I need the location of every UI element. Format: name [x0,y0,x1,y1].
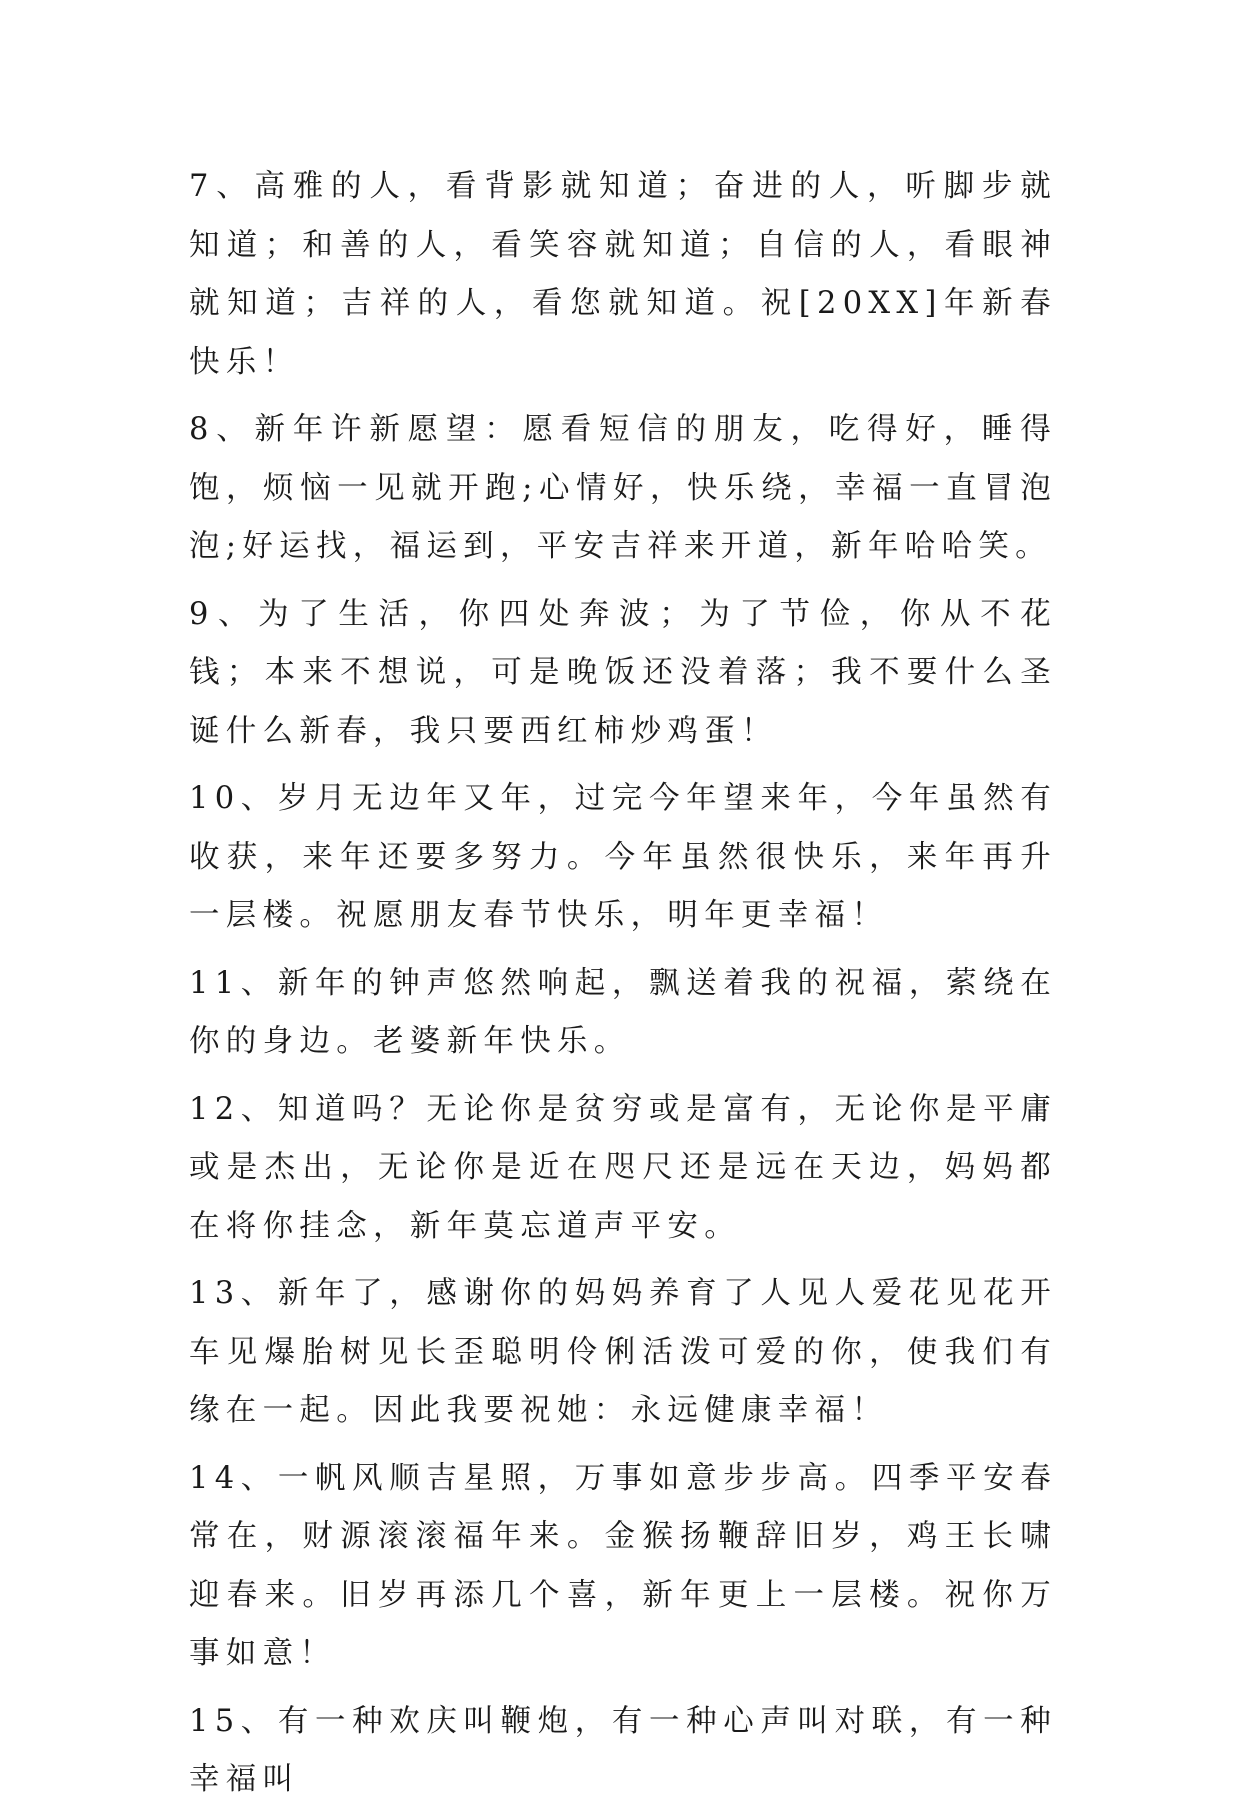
paragraph-11: 11、新年的钟声悠然响起，飘送着我的祝福，萦绕在你的身边。老婆新年快乐。 [189,965,1057,1059]
paragraph-14: 14、一帆风顺吉星照，万事如意步步高。四季平安春常在，财源滚滚福年来。金猴扬鞭辞旧岁，鸡王长啸迎春来。旧岁再添几个喜，新年更上一层楼。祝你万事如意！ [189,1460,1057,1671]
paragraph-8: 8、新年许新愿望：愿看短信的朋友，吃得好，睡得饱，烦恼一见就开跑;心情好，快乐绕，幸福一直冒泡泡;好运找，福运到，平安吉祥来开道，新年哈哈笑。 [189,412,1057,564]
paragraph-10: 10、岁月无边年又年，过完今年望来年，今年虽然有收获，来年还要多努力。今年虽然很快乐，来年再升一层楼。祝愿朋友春节快乐，明年更幸福！ [189,781,1057,933]
paragraph-12: 12、知道吗？无论你是贫穷或是富有，无论你是平庸或是杰出，无论你是近在咫尺还是远在天边，妈妈都在将你挂念，新年莫忘道声平安。 [189,1091,1057,1244]
document-body [189,158,1057,1819]
paragraph-7: 7、高雅的人，看背影就知道；奋进的人，听脚步就知道；和善的人，看笑容就知道；自信的人，看眼神就知道；吉祥的人，看您就知道。祝[20XX]年新春快乐！ [189,169,1057,380]
paragraph-13: 13、新年了，感谢你的妈妈养育了人见人爱花见花开车见爆胎树见长歪聪明伶俐活泼可爱的你，使我们有缘在一起。因此我要祝她：永远健康幸福！ [189,1276,1057,1428]
paragraph-9: 9、为了生活，你四处奔波；为了节俭，你从不花钱；本来不想说，可是晚饭还没着落；我不要什么圣诞什么新春，我只要西红柿炒鸡蛋！ [189,596,1057,749]
paragraph-15: 15、有一种欢庆叫鞭炮，有一种心声叫对联，有一种幸福叫 [189,1703,1057,1797]
